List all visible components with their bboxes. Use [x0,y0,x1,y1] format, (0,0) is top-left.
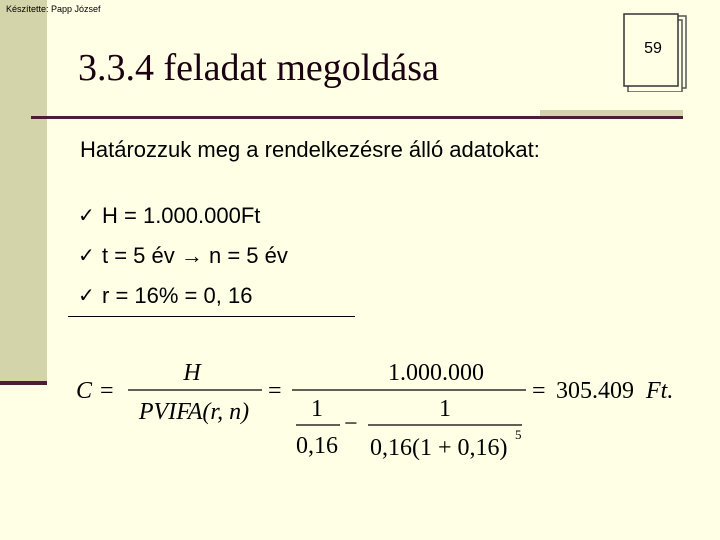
list-item-text: r = 16% = 0, 16 [102,283,253,308]
formula-lhs: C [76,378,93,404]
fraction-numerator: H [183,360,201,386]
left-decorative-panel [0,0,47,384]
checkmark-icon: ✓ [78,285,95,307]
formula [70,355,690,470]
list-item-text: H = 1.000.000Ft [102,203,261,228]
slide-title: 3.3.4 feladat megoldása [78,47,439,89]
fraction-numerator: 1.000.000 [388,360,484,386]
formula-equals: = [532,378,546,404]
formula-minus: − [344,411,358,437]
fraction-numerator: 1 [439,396,451,422]
list-item [78,276,288,316]
list-item [78,236,288,276]
checkmark-icon: ✓ [78,245,95,267]
data-list [78,196,288,316]
left-divider [0,381,47,385]
fraction-denominator: 0,16 [296,433,338,459]
list-underline [68,316,355,317]
formula-result: 305.409 [556,378,634,404]
formula-equals: = [100,378,114,404]
exponent: 5 [515,427,522,442]
checkmark-icon: ✓ [78,205,95,227]
formula-equals: = [268,378,282,404]
fraction-denominator: PVIFA(r, n) [138,399,250,425]
page-number: 59 [644,40,662,57]
title-rule [31,116,683,119]
fraction-denominator: 0,16(1 + 0,16) [370,435,508,461]
list-item [78,196,288,236]
fraction-numerator: 1 [311,396,323,422]
formula-unit: Ft. [646,378,674,404]
list-item-text: t = 5 év → n = 5 év [102,243,288,268]
intro-text: Határozzuk meg a rendelkezésre álló adatokat: [80,137,540,162]
author-caption: Készítette: Papp József [6,4,101,14]
